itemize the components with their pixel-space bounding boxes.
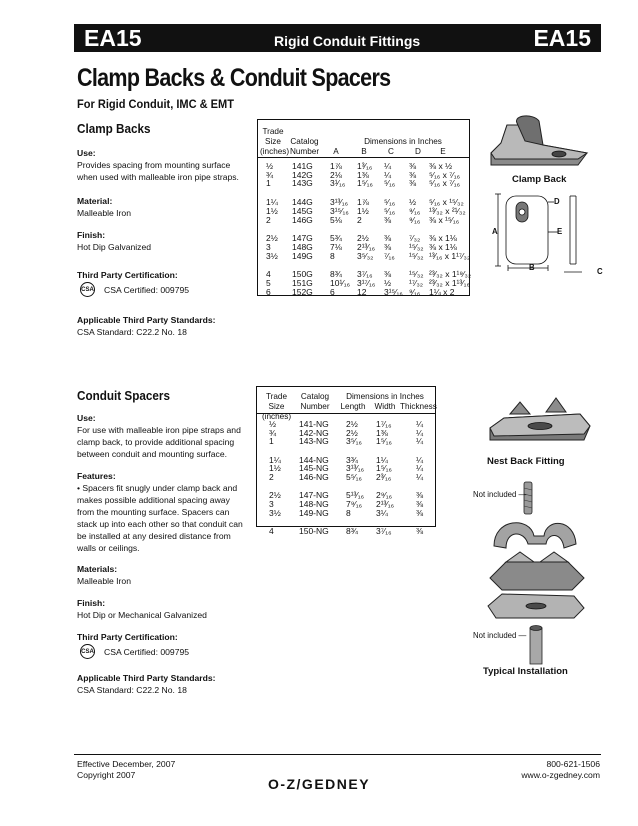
table-cell: 1⅜ — [357, 169, 369, 180]
table-cell: 1⁵⁄₁₆ — [376, 436, 392, 447]
table-cell: 3¹⁷⁄₁₆ — [357, 278, 376, 288]
table-cell: 1¼ — [376, 454, 388, 465]
finish-value: Hot Dip or Mechanical Galvanized — [77, 610, 207, 620]
table-cell: ²³⁄₃₂ x 1¹⁹⁄₃₂ — [429, 269, 472, 280]
col-header-catalog: Catalog Number — [289, 137, 320, 156]
table-cell: 6 — [330, 286, 335, 297]
table-cell: 1³⁄₁₆ — [357, 161, 373, 171]
use-line: For use with malleable iron pipe straps and — [77, 425, 241, 435]
header-code-left: EA15 — [84, 25, 142, 51]
table-cell: ⁹⁄₁₆ — [409, 205, 421, 216]
table-cell: 3⁷⁄₁₆ — [376, 525, 392, 536]
header-code-right: EA15 — [533, 25, 591, 51]
table-cell: 3⁵⁄₁₆ — [346, 436, 362, 447]
table-cell: 2⁹⁄₁₆ — [376, 490, 393, 501]
use-label: Use: — [77, 413, 96, 423]
col-header-trade-size: Trade Size (inches) — [261, 392, 292, 421]
table-cell: 148-NG — [299, 498, 329, 509]
table-cell: ¹⁵⁄₃₂ — [409, 269, 424, 280]
dim-label-a: A — [492, 227, 498, 236]
table-cell: 8¾ — [346, 525, 358, 536]
table-cell: ⅜ x 1⅛ — [429, 233, 457, 244]
conduit-spacers-specs — [77, 412, 257, 696]
table-cell: ⅜ x ½ — [429, 161, 453, 171]
table-cell: ⅜ — [409, 169, 417, 180]
table-cell: ⁹⁄₁₆ — [409, 286, 421, 297]
not-included-note-1: Not included — — [473, 490, 527, 499]
header-bar — [74, 24, 601, 52]
table-cell: 2⅛ — [330, 169, 342, 180]
table-cell: 5¹³⁄₁₆ — [346, 490, 365, 501]
table-cell: ¼ — [416, 472, 424, 482]
table-cell: 3½ — [266, 250, 278, 261]
table-cell: ¼ — [416, 427, 424, 438]
table-cell: 3½ — [269, 507, 281, 518]
table-cell: 1¼ x 2 — [429, 286, 455, 297]
table-cell: 8¾ — [330, 269, 342, 280]
table-cell: 7⁹⁄₁₆ — [346, 498, 363, 509]
nest-back-fitting-illustration — [484, 388, 596, 454]
table-cell: 146-NG — [299, 472, 329, 482]
table-cell: ⅜ — [409, 178, 417, 189]
table-cell: 1¼ — [269, 454, 281, 465]
conduit-spacers-heading: Conduit Spacers — [77, 388, 170, 403]
features-line: stack up into each other so that conduit can — [77, 519, 243, 529]
clamp-backs-heading: Clamp Backs — [77, 121, 151, 136]
table-cell: 3¼ — [376, 507, 388, 518]
copyright: Copyright 2007 — [77, 770, 136, 780]
col-header-trade-size: Trade Size (inches) — [260, 127, 290, 156]
table-cell: 147G — [292, 233, 313, 244]
table-cell: ⅜ — [384, 269, 392, 280]
features-line: walls or ceilings. — [77, 543, 140, 553]
standards-value: CSA Standard: C22.2 No. 18 — [77, 327, 187, 337]
table-cell: 142G — [292, 169, 313, 180]
table-cell: 152G — [292, 286, 313, 297]
certification-value: CSA Certified: 009795 — [104, 646, 190, 657]
certification-label: Third Party Certification: — [77, 270, 178, 280]
features-line: from the mounting surface. Spacers can — [77, 507, 230, 517]
table-cell: ⅜ — [416, 507, 424, 518]
table-cell: 5¾ — [330, 233, 342, 244]
table-cell: 2³⁄₁₆ — [376, 472, 392, 482]
features-label: Features: — [77, 471, 116, 481]
table-cell: 2½ — [269, 490, 281, 501]
table-cell: 2½ — [346, 419, 358, 429]
table-cell: 10¹⁄₁₆ — [330, 278, 351, 288]
table-cell: 147-NG — [299, 490, 329, 501]
table-cell: 1⅜ — [376, 427, 388, 438]
brand-logo: O-Z/GEDNEY — [267, 776, 371, 792]
table-cell: 1½ — [357, 205, 369, 216]
col-header-e: E — [440, 147, 446, 156]
effective-date: Effective December, 2007 — [77, 759, 176, 769]
table-cell: 3¹³⁄₁₆ — [346, 463, 365, 474]
finish-value: Hot Dip Galvanized — [77, 242, 152, 252]
materials-value: Malleable Iron — [77, 576, 131, 586]
table-cell: 3 — [269, 498, 274, 509]
use-line: between conduit and mounting surface. — [77, 449, 228, 459]
table-cell: 5⁵⁄₁₆ — [346, 472, 362, 482]
table-cell: 1⁵⁄₁₆ — [357, 178, 373, 189]
table-cell: 8 — [346, 507, 351, 518]
table-cell: ⅜ — [416, 498, 424, 509]
table-cell: ¼ — [416, 436, 424, 447]
table-cell: 2 — [266, 214, 271, 225]
table-cell: 141G — [292, 161, 313, 171]
table-cell: ¼ — [416, 463, 424, 474]
use-label: Use: — [77, 148, 96, 158]
table-cell: 3⁷⁄₁₆ — [357, 269, 373, 280]
col-header-b: B — [361, 147, 367, 156]
col-header-dimensions: Dimensions in Inches — [364, 137, 442, 146]
table-cell: ¼ — [384, 169, 392, 180]
table-cell: ⅜ x ¹⁵⁄₁₆ — [429, 214, 460, 225]
table-cell: 5 — [266, 278, 271, 288]
page-title: Clamp Backs & Conduit Spacers — [77, 64, 391, 92]
clamp-back-illustration — [483, 113, 595, 173]
certification — [77, 282, 257, 297]
dim-label-c: C — [597, 267, 603, 276]
table-cell: ⅜ — [409, 161, 417, 171]
table-cell: 3¹⁵⁄₁₆ — [330, 205, 349, 216]
table-cell: 146G — [292, 214, 313, 225]
col-header-dimensions: Dimensions in Inches — [346, 392, 424, 401]
col-header-catalog: Catalog Number — [300, 392, 330, 411]
material-label: Material: — [77, 196, 113, 206]
materials-label: Materials: — [77, 564, 118, 574]
table-cell: ½ — [409, 197, 417, 208]
table-cell: ¹⁵⁄₃₂ — [409, 241, 424, 252]
table-cell: 1⅞ — [357, 197, 369, 208]
table-cell: 143G — [292, 178, 313, 189]
dim-label-e: E — [557, 227, 563, 236]
table-cell: ¹³⁄₁₆ x 1¹⁷⁄₃₂ — [429, 250, 471, 261]
table-cell: ⁵⁄₁₆ x ⁷⁄₁₆ — [429, 178, 461, 189]
table-cell: ⁹⁄₁₆ — [409, 214, 421, 225]
table-cell: ⅜ — [384, 241, 392, 252]
table-cell: ⅜ — [384, 233, 392, 244]
table-cell: ¾ — [269, 427, 277, 438]
table-cell: 150-NG — [299, 525, 329, 536]
table-cell: ⁵⁄₁₆ — [384, 197, 396, 208]
table-cell: ¼ — [384, 161, 392, 171]
use-line: when used with malleable iron pipe straps. — [77, 172, 239, 182]
table-cell: 142-NG — [299, 427, 329, 438]
table-cell: ⁵⁄₁₆ — [384, 178, 396, 189]
footer-divider — [74, 754, 601, 755]
certification-label: Third Party Certification: — [77, 632, 178, 642]
phone-number: 800-621-1506 — [546, 759, 600, 769]
website-link[interactable]: www.o-zgedney.com — [521, 770, 600, 780]
clamp-back-table — [257, 119, 470, 296]
clamp-backs-specs — [77, 147, 257, 338]
table-cell: ⁵⁄₁₆ x ⁷⁄₁₆ — [429, 169, 461, 180]
table-cell: 144-NG — [299, 454, 329, 465]
table-cell: 12 — [357, 286, 367, 297]
table-cell: 4 — [269, 525, 274, 536]
table-cell: 3 — [266, 241, 271, 252]
table-cell: 145G — [292, 205, 313, 216]
table-cell: ⁵⁄₁₆ — [384, 205, 396, 216]
col-header-a: A — [333, 147, 339, 156]
table-cell: 148G — [292, 241, 313, 252]
table-cell: 151G — [292, 278, 313, 288]
table-cell: 5⅛ — [330, 214, 342, 225]
features-line: • Spacers fit snugly under clamp back and — [77, 483, 238, 493]
features-line: makes possible additional spacing away — [77, 495, 230, 505]
table-cell: ⅜ — [416, 490, 424, 501]
table-cell: 3¹⁄₁₆ — [330, 178, 346, 189]
table-cell: 2¹³⁄₁₆ — [376, 498, 395, 509]
col-header-thickness: Thickness — [400, 402, 437, 411]
table-cell: 3¾ — [346, 454, 358, 465]
table-cell: 7⅛ — [330, 241, 342, 252]
certification — [77, 644, 257, 659]
dim-label-d: D — [554, 197, 560, 206]
table-cell: 1½ — [269, 463, 281, 474]
table-cell: 3¹⁵⁄₁₆ — [384, 286, 403, 297]
table-cell: 141-NG — [299, 419, 329, 429]
table-cell: 2½ — [346, 427, 358, 438]
table-cell: 3¹³⁄₁₆ — [330, 197, 349, 208]
table-cell: 2½ — [266, 233, 278, 244]
finish-label: Finish: — [77, 598, 106, 608]
use-line: clamp back, to provide additional spacing — [77, 437, 235, 447]
standards-label: Applicable Third Party Standards: — [77, 315, 216, 325]
table-cell: 3⁵⁄₃₂ — [357, 250, 374, 261]
col-header-length: Length — [340, 402, 366, 411]
not-included-note-2: Not included — — [473, 631, 527, 640]
table-cell: 1¼ — [266, 197, 278, 208]
table-cell: 1⁷⁄₁₆ — [376, 419, 392, 429]
table-cell: 1 — [266, 178, 271, 189]
table-cell: 1 — [269, 436, 274, 447]
table-cell: 8 — [330, 250, 335, 261]
table-cell: 144G — [292, 197, 313, 208]
use-line: Provides spacing from mounting surface — [77, 160, 231, 170]
table-cell: 1½ — [266, 205, 278, 216]
typical-installation-label: Typical Installation — [483, 666, 568, 677]
header-category: Rigid Conduit Fittings — [274, 33, 421, 49]
col-header-d: D — [415, 147, 421, 156]
table-cell: ½ — [384, 278, 392, 288]
clamp-back-dimension-drawing — [488, 192, 598, 282]
table-cell: ²³⁄₃₂ x 1¹³⁄₁₆ — [429, 278, 470, 288]
dim-label-b: B — [529, 263, 535, 272]
table-cell: 1⁵⁄₁₆ — [376, 463, 392, 474]
table-cell: ⁷⁄₁₆ — [384, 250, 395, 261]
finish-label: Finish: — [77, 230, 106, 240]
standards-label: Applicable Third Party Standards: — [77, 673, 216, 683]
table-cell: ¹⁷⁄₃₂ — [409, 278, 424, 288]
table-cell: 2 — [357, 214, 362, 225]
features-line: be installed at any desired distance from — [77, 531, 231, 541]
conduit-spacer-table — [256, 386, 437, 536]
table-cell: ⁷⁄₃₂ — [409, 233, 421, 244]
material-value: Malleable Iron — [77, 208, 131, 218]
table-cell: 143-NG — [299, 436, 329, 447]
table-cell: 2½ — [357, 233, 369, 244]
nest-back-fitting-label: Nest Back Fitting — [487, 456, 565, 467]
col-header-c: C — [388, 147, 394, 156]
table-cell: ¼ — [416, 454, 424, 465]
table-cell: ⁵⁄₁₆ x ¹⁵⁄₃₂ — [429, 197, 464, 208]
table-cell: 1⅞ — [330, 161, 342, 171]
table-cell: 2¹³⁄₁₆ — [357, 241, 376, 252]
table-cell: 149G — [292, 250, 313, 261]
table-cell: ½ — [269, 419, 277, 429]
table-cell: 145-NG — [299, 463, 329, 474]
page-subtitle: For Rigid Conduit, IMC & EMT — [77, 97, 234, 111]
csa-logo-icon: CSA — [80, 644, 95, 659]
table-cell: ¼ — [416, 419, 424, 429]
csa-logo-icon: CSA — [80, 282, 95, 297]
table-cell: 6 — [266, 286, 271, 297]
table-cell: ¹³⁄₃₂ x ²¹⁄₃₂ — [429, 205, 466, 216]
col-header-width: Width — [374, 402, 396, 411]
table-cell: 150G — [292, 269, 313, 280]
table-cell: ⅜ — [416, 525, 424, 536]
certification-value: CSA Certified: 009795 — [104, 284, 190, 295]
table-cell: ⅜ x 1⅛ — [429, 241, 457, 252]
table-cell: 2 — [269, 472, 274, 482]
table-cell: ⅜ — [384, 214, 392, 225]
clamp-back-label: Clamp Back — [512, 174, 567, 185]
table-cell: ¹⁵⁄₃₂ — [409, 250, 424, 261]
standards-value: CSA Standard: C22.2 No. 18 — [77, 685, 187, 695]
table-cell: ½ — [266, 161, 274, 171]
table-cell: 4 — [266, 269, 271, 280]
table-cell: 149-NG — [299, 507, 329, 518]
table-cell: ¾ — [266, 169, 274, 180]
